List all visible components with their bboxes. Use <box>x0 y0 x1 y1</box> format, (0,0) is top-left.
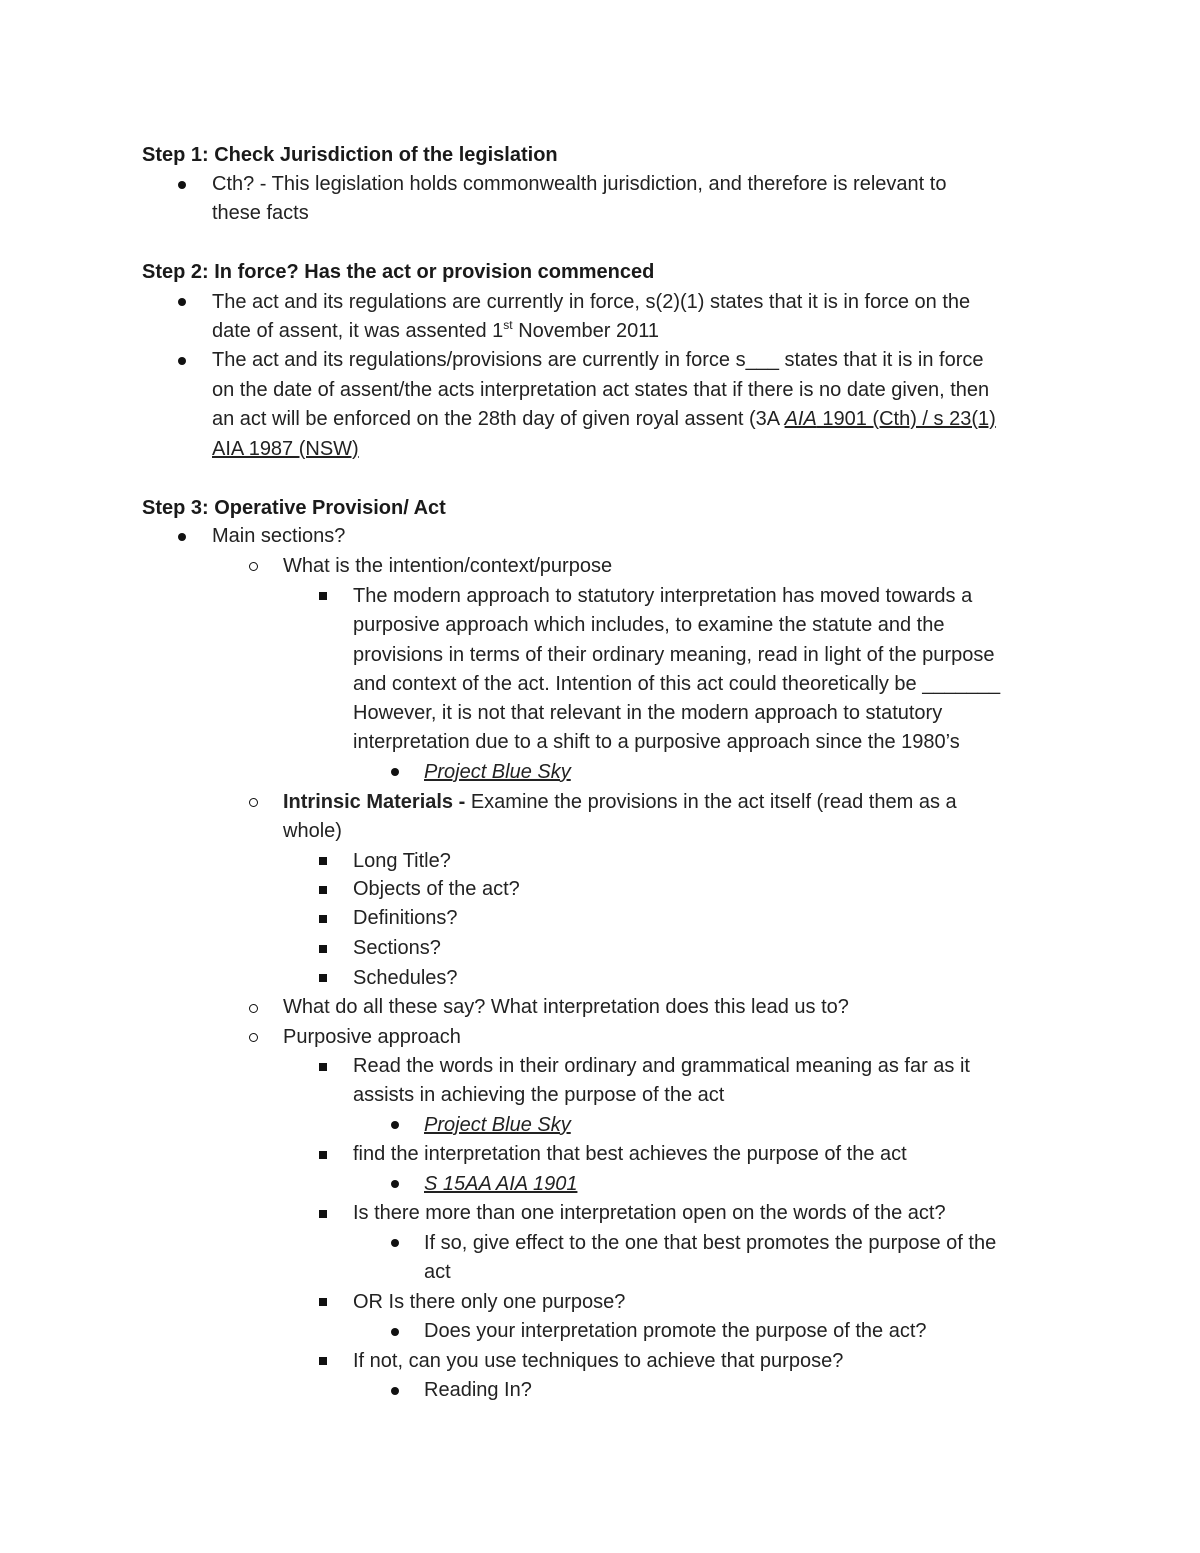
modern-approach-line4: and context of the act. Intention of this act could theoretically be _______ <box>353 673 1001 695</box>
intrinsic-item-sections: Sections? <box>353 937 441 959</box>
purposive-approach: Purposive approach <box>283 1026 461 1048</box>
step1-bullet1-line2: these facts <box>212 202 309 224</box>
bullet-circle <box>249 1033 258 1042</box>
read-words-line2: assists in achieving the purpose of the act <box>353 1084 725 1106</box>
bullet-dot <box>391 1328 399 1336</box>
if-so-line1: If so, give effect to the one that best promotes the purpose of the <box>424 1232 997 1254</box>
bullet-dot <box>391 1180 399 1188</box>
bullet-dot <box>391 1387 399 1395</box>
does-interpretation-promote: Does your interpretation promote the purpose of the act? <box>424 1320 927 1342</box>
step2-heading: Step 2: In force? Has the act or provision commenced <box>142 261 655 283</box>
bullet-square <box>319 592 327 600</box>
modern-approach-line2: purposive approach which includes, to examine the statute and the <box>353 614 945 636</box>
main-sections: Main sections? <box>212 525 346 547</box>
case-project-blue-sky: Project Blue Sky <box>424 761 571 783</box>
bullet-dot <box>178 181 186 189</box>
step2-bullet1-line1: The act and its regulations are currently in force, s(2)(1) states that it is in force on the <box>212 291 971 313</box>
bullet-square <box>319 1357 327 1365</box>
step1-bullet1-line1: Cth? - This legislation holds commonwealth jurisdiction, and therefore is relevant to <box>212 173 947 195</box>
citation-link: AIA 1901 (Cth) / s 23(1) <box>784 408 996 430</box>
intrinsic-item-definitions: Definitions? <box>353 907 458 929</box>
bullet-square <box>319 1298 327 1306</box>
bullet-dot <box>391 768 399 776</box>
intrinsic-materials-line1: Intrinsic Materials - Examine the provisions in the act itself (read them as a <box>283 791 957 813</box>
bullet-square <box>319 1151 327 1159</box>
modern-approach-line6: interpretation due to a shift to a purposive approach since the 1980’s <box>353 731 960 753</box>
case-project-blue-sky-2: Project Blue Sky <box>424 1114 571 1136</box>
bullet-dot <box>178 357 186 365</box>
step1-heading: Step 1: Check Jurisdiction of the legislation <box>142 144 558 166</box>
more-than-one-interpretation: Is there more than one interpretation open on the words of the act? <box>353 1202 946 1224</box>
find-interpretation: find the interpretation that best achieves the purpose of the act <box>353 1143 907 1165</box>
bullet-circle <box>249 798 258 807</box>
case-s15aa-aia: S 15AA AIA 1901 <box>424 1173 578 1195</box>
if-so-line2: act <box>424 1261 451 1283</box>
modern-approach-line5: However, it is not that relevant in the modern approach to statutory <box>353 702 943 724</box>
bullet-square <box>319 857 327 865</box>
bullet-circle <box>249 562 258 571</box>
bullet-square <box>319 886 327 894</box>
intrinsic-item-schedules: Schedules? <box>353 967 458 989</box>
modern-approach-line3: provisions in terms of their ordinary meaning, read in light of the purpose <box>353 644 995 666</box>
step2-bullet2-line4: AIA 1987 (NSW) <box>212 438 359 460</box>
if-not-techniques: If not, can you use techniques to achieve that purpose? <box>353 1350 844 1372</box>
bullet-square <box>319 974 327 982</box>
bullet-dot <box>178 533 186 541</box>
step2-bullet1-line2: date of assent, it was assented 1st November 2011 <box>212 318 660 342</box>
bullet-dot <box>391 1121 399 1129</box>
step3-heading: Step 3: Operative Provision/ Act <box>142 497 446 519</box>
bullet-square <box>319 915 327 923</box>
step2-bullet2-line1: The act and its regulations/provisions are currently in force s___ states that it is in force <box>212 349 984 371</box>
step2-bullet2-line3: an act will be enforced on the 28th day of given royal assent (3A AIA 1901 (Cth) / s 23(1) <box>212 408 996 430</box>
intrinsic-item-long-title: Long Title? <box>353 850 451 872</box>
only-one-purpose: OR Is there only one purpose? <box>353 1291 626 1313</box>
read-words-line1: Read the words in their ordinary and grammatical meaning as far as it <box>353 1055 970 1077</box>
bullet-circle <box>249 1004 258 1013</box>
bullet-dot <box>178 298 186 306</box>
intention-item: What is the intention/context/purpose <box>283 555 613 577</box>
intrinsic-materials-line2: whole) <box>283 820 342 842</box>
bullet-dot <box>391 1239 399 1247</box>
what-do-these-say: What do all these say? What interpretation does this lead us to? <box>283 996 849 1018</box>
bullet-square <box>319 945 327 953</box>
step2-bullet2-line2: on the date of assent/the acts interpretation act states that if there is no date given, then <box>212 379 990 401</box>
modern-approach-line1: The modern approach to statutory interpretation has moved towards a <box>353 585 973 607</box>
intrinsic-item-objects: Objects of the act? <box>353 878 520 900</box>
bullet-square <box>319 1063 327 1071</box>
reading-in: Reading In? <box>424 1379 532 1401</box>
bullet-square <box>319 1210 327 1218</box>
